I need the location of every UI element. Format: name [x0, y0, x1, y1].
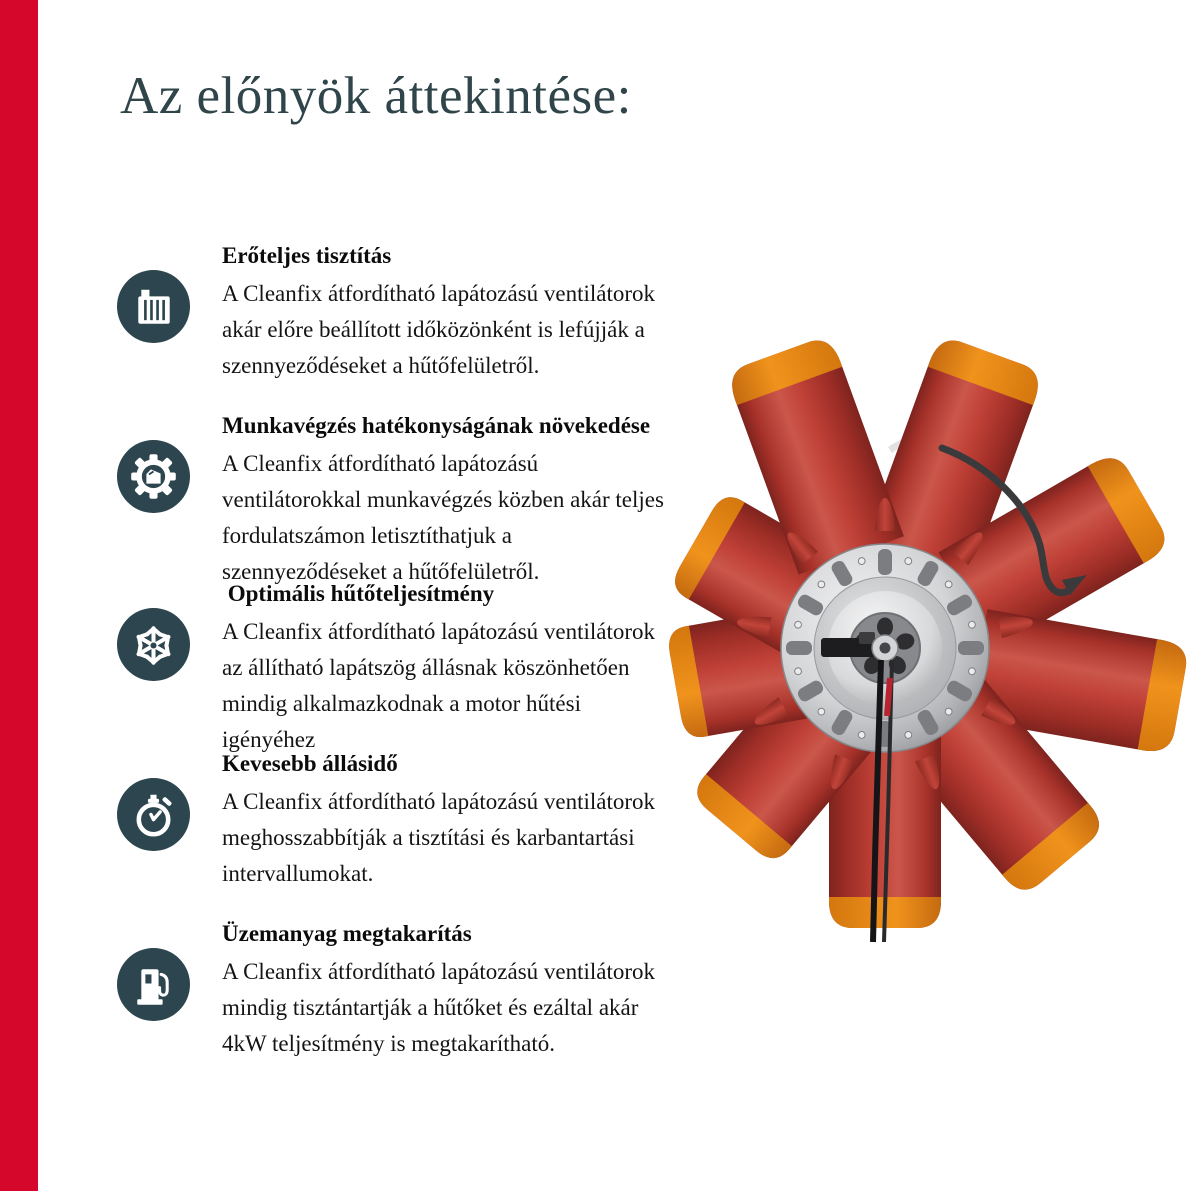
benefit-heading: Kevesebb állásidő [222, 751, 398, 776]
snowflake-icon [117, 608, 190, 681]
benefit-heading: Üzemanyag megtakarítás [222, 921, 472, 946]
benefit-body: A Cleanfix átfordítható lapátozású ventilátorok akár előre beállított időközönként is lefújják a szennyeződéseket a hűtőfelületről. [222, 281, 656, 378]
radiator-icon [117, 270, 190, 343]
page-title: Az előnyök áttekintése: [120, 67, 632, 125]
left-accent-bar [0, 0, 38, 1191]
benefit-heading: Munkavégzés hatékonyságának növekedése [222, 413, 651, 438]
benefit-heading: Erőteljes tisztítás [222, 243, 392, 268]
fuel-pump-icon [117, 948, 190, 1021]
benefit-body: A Cleanfix átfordítható lapátozású ventilátorokkal munkavégzés közben akár teljes fordulatszámon letisztíthatjuk a szennyeződéseket a hűtőfelületről. [222, 451, 664, 584]
fan-product-image [590, 318, 1191, 982]
fan-hub [781, 544, 989, 752]
benefit-heading: Optimális hűtőteljesítmény [222, 581, 495, 606]
gear-efficiency-icon [117, 440, 190, 513]
benefit-body: A Cleanfix átfordítható lapátozású ventilátorok mindig tisztántartják a hűtőket és ezáltal akár 4kW teljesítmény is megtakarítható. [222, 959, 656, 1056]
stopwatch-icon [117, 778, 190, 851]
benefit-body: A Cleanfix átfordítható lapátozású ventilátorok az állítható lapátszög állásnak köszönhetően mindig alkalmazkodnak a motor hűtési igényéhez [222, 619, 656, 752]
benefit-body: A Cleanfix átfordítható lapátozású ventilátorok meghosszabbítják a tisztítási és karbantartási intervallumokat. [222, 789, 656, 886]
